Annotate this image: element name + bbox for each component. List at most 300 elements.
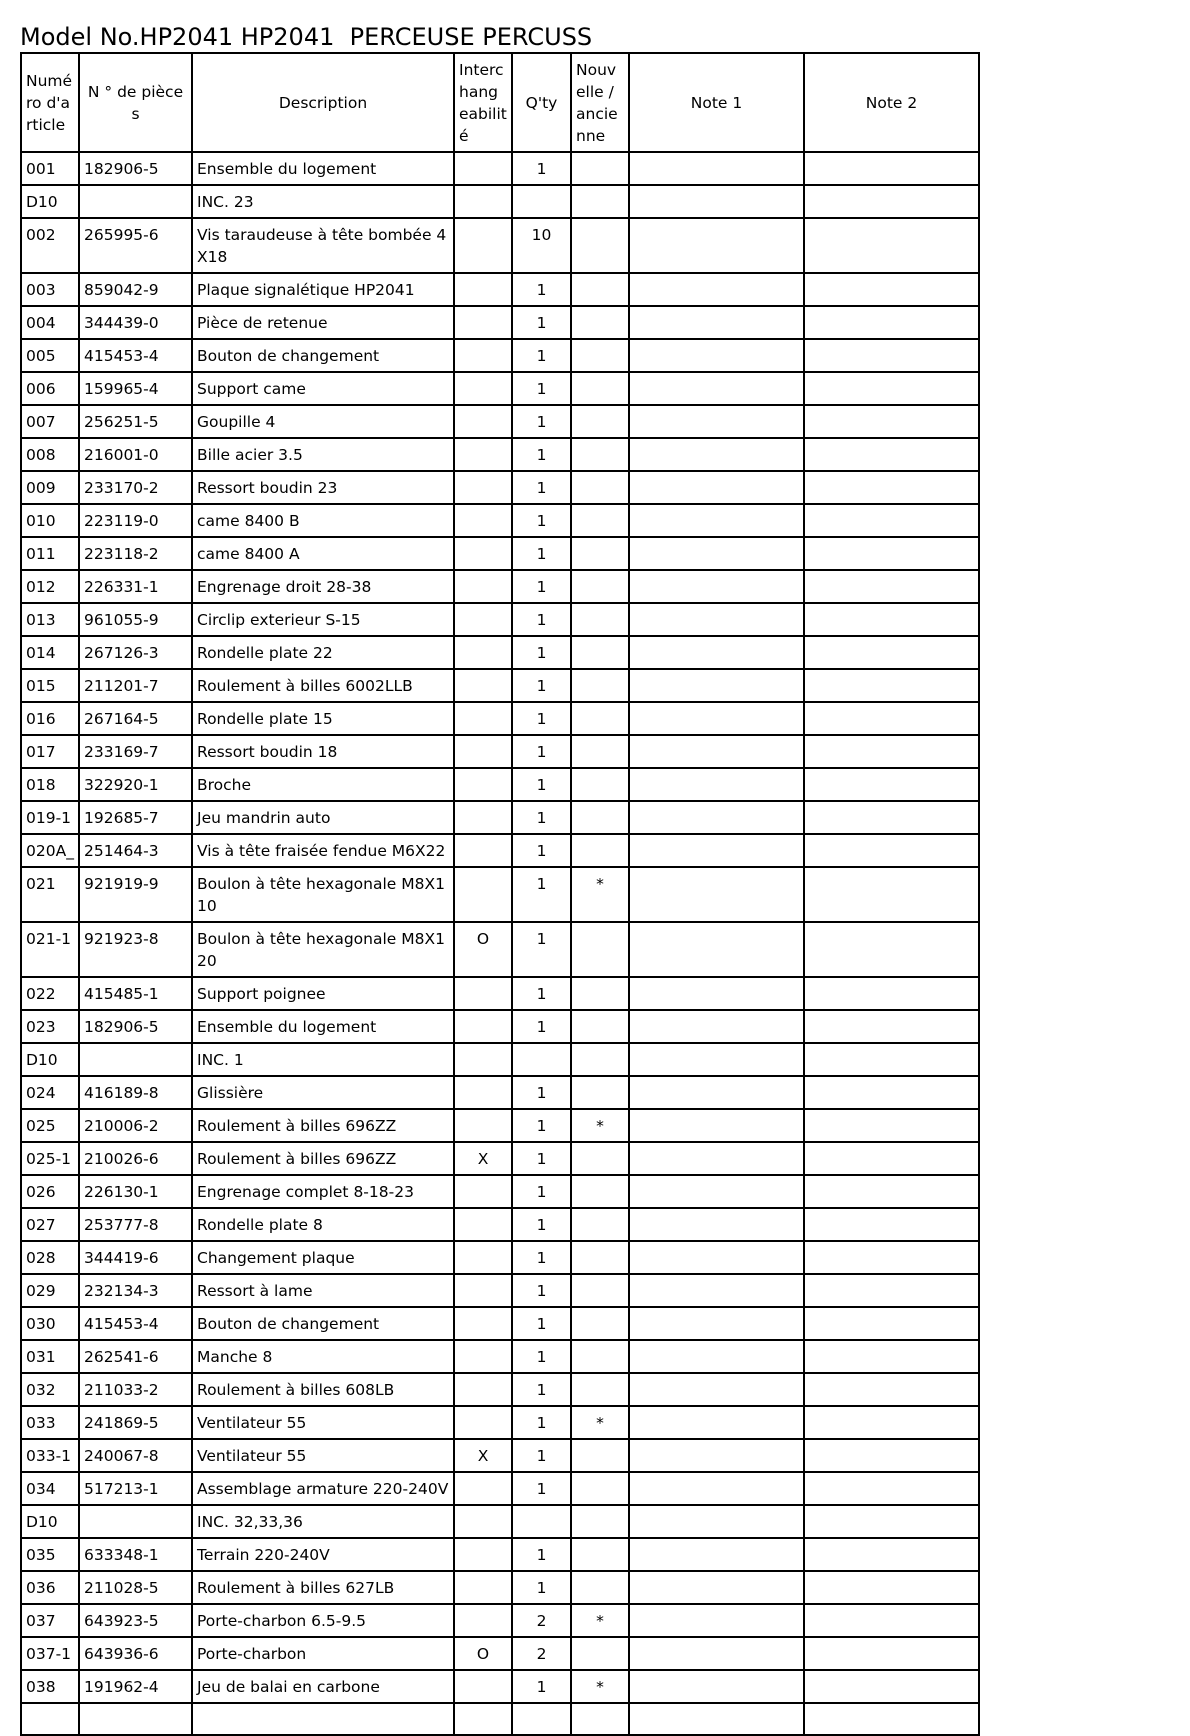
cell-quantity: 1 — [512, 1373, 571, 1406]
cell-quantity: 1 — [512, 1472, 571, 1505]
cell-new-old — [571, 1274, 629, 1307]
cell-quantity: 1 — [512, 1340, 571, 1373]
cell-part-number — [79, 1703, 192, 1735]
cell-note-1 — [629, 504, 804, 537]
cell-description: Pièce de retenue — [192, 306, 454, 339]
cell-description: Porte-charbon 6.5-9.5 — [192, 1604, 454, 1637]
cell-item-number: 021-1 — [21, 922, 79, 977]
cell-interchangeability — [454, 1472, 512, 1505]
cell-interchangeability — [454, 306, 512, 339]
cell-note-1 — [629, 1010, 804, 1043]
cell-note-2 — [804, 669, 979, 702]
table-row — [21, 1010, 979, 1043]
cell-interchangeability — [454, 977, 512, 1010]
cell-part-number: 233169-7 — [79, 735, 192, 768]
cell-quantity: 1 — [512, 1076, 571, 1109]
cell-item-number: 033-1 — [21, 1439, 79, 1472]
table-row — [21, 1208, 979, 1241]
cell-item-number: 029 — [21, 1274, 79, 1307]
cell-note-2 — [804, 977, 979, 1010]
cell-quantity: 1 — [512, 471, 571, 504]
cell-part-number: 415453-4 — [79, 339, 192, 372]
cell-part-number: 961055-9 — [79, 603, 192, 636]
table-row — [21, 152, 979, 185]
cell-item-number: 037-1 — [21, 1637, 79, 1670]
cell-note-2 — [804, 922, 979, 977]
cell-quantity — [512, 1505, 571, 1538]
cell-item-number: 005 — [21, 339, 79, 372]
cell-part-number: 211201-7 — [79, 669, 192, 702]
cell-item-number: 003 — [21, 273, 79, 306]
cell-new-old — [571, 218, 629, 273]
cell-new-old — [571, 922, 629, 977]
cell-description: Broche — [192, 768, 454, 801]
table-row — [21, 801, 979, 834]
cell-note-2 — [804, 1472, 979, 1505]
cell-quantity — [512, 1043, 571, 1076]
table-row — [21, 1274, 979, 1307]
cell-quantity: 1 — [512, 1274, 571, 1307]
table-row — [21, 1076, 979, 1109]
cell-item-number: 013 — [21, 603, 79, 636]
table-row — [21, 306, 979, 339]
cell-item-number: 025 — [21, 1109, 79, 1142]
cell-part-number: 159965-4 — [79, 372, 192, 405]
cell-description: Rondelle plate 22 — [192, 636, 454, 669]
cell-description: came 8400 A — [192, 537, 454, 570]
cell-note-1 — [629, 1406, 804, 1439]
table-row — [21, 218, 979, 273]
cell-part-number: 223118-2 — [79, 537, 192, 570]
cell-part-number: 210026-6 — [79, 1142, 192, 1175]
cell-quantity: 1 — [512, 1208, 571, 1241]
cell-quantity: 1 — [512, 1538, 571, 1571]
cell-quantity: 1 — [512, 339, 571, 372]
table-body — [21, 152, 979, 1735]
cell-description: INC. 1 — [192, 1043, 454, 1076]
header-new-old: Nouvelle / ancienne — [571, 53, 629, 152]
cell-part-number: 226331-1 — [79, 570, 192, 603]
cell-description: Ventilateur 55 — [192, 1406, 454, 1439]
parts-table — [20, 52, 980, 1736]
cell-item-number: 026 — [21, 1175, 79, 1208]
table-row — [21, 1340, 979, 1373]
table-row — [21, 735, 979, 768]
cell-description: Support came — [192, 372, 454, 405]
table-row — [21, 977, 979, 1010]
cell-part-number: 182906-5 — [79, 152, 192, 185]
cell-note-1 — [629, 1241, 804, 1274]
cell-part-number — [79, 1043, 192, 1076]
cell-note-1 — [629, 977, 804, 1010]
cell-note-1 — [629, 1472, 804, 1505]
table-row — [21, 669, 979, 702]
cell-item-number: 001 — [21, 152, 79, 185]
cell-item-number: 010 — [21, 504, 79, 537]
table-row — [21, 1142, 979, 1175]
cell-part-number: 251464-3 — [79, 834, 192, 867]
cell-new-old — [571, 1043, 629, 1076]
cell-description: Ressort boudin 18 — [192, 735, 454, 768]
cell-item-number: D10 — [21, 1043, 79, 1076]
cell-interchangeability: X — [454, 1439, 512, 1472]
cell-note-2 — [804, 185, 979, 218]
cell-interchangeability — [454, 1109, 512, 1142]
header-description: Description — [192, 53, 454, 152]
cell-note-2 — [804, 603, 979, 636]
cell-item-number: 036 — [21, 1571, 79, 1604]
cell-interchangeability — [454, 1307, 512, 1340]
cell-quantity: 1 — [512, 636, 571, 669]
cell-quantity: 1 — [512, 372, 571, 405]
cell-part-number: 216001-0 — [79, 438, 192, 471]
cell-description: Ressort boudin 23 — [192, 471, 454, 504]
cell-note-2 — [804, 471, 979, 504]
cell-quantity: 1 — [512, 867, 571, 922]
cell-interchangeability — [454, 1406, 512, 1439]
cell-note-2 — [804, 1241, 979, 1274]
header-note-2: Note 2 — [804, 53, 979, 152]
cell-interchangeability — [454, 1010, 512, 1043]
cell-new-old — [571, 504, 629, 537]
cell-note-1 — [629, 1670, 804, 1703]
cell-description: Assemblage armature 220-240V — [192, 1472, 454, 1505]
cell-part-number: 182906-5 — [79, 1010, 192, 1043]
cell-item-number: 033 — [21, 1406, 79, 1439]
cell-quantity: 1 — [512, 1109, 571, 1142]
cell-new-old — [571, 339, 629, 372]
cell-new-old: * — [571, 1406, 629, 1439]
cell-note-1 — [629, 801, 804, 834]
cell-item-number: 009 — [21, 471, 79, 504]
cell-interchangeability — [454, 372, 512, 405]
cell-description: Rondelle plate 8 — [192, 1208, 454, 1241]
cell-interchangeability — [454, 185, 512, 218]
cell-interchangeability — [454, 1175, 512, 1208]
cell-quantity: 1 — [512, 570, 571, 603]
cell-note-2 — [804, 306, 979, 339]
cell-item-number: 023 — [21, 1010, 79, 1043]
cell-quantity: 1 — [512, 537, 571, 570]
table-row — [21, 1439, 979, 1472]
cell-note-1 — [629, 372, 804, 405]
table-row — [21, 1571, 979, 1604]
cell-note-2 — [804, 1340, 979, 1373]
cell-description: Boulon à tête hexagonale M8X110 — [192, 867, 454, 922]
cell-interchangeability: X — [454, 1142, 512, 1175]
cell-note-1 — [629, 1175, 804, 1208]
cell-note-2 — [804, 1307, 979, 1340]
cell-part-number: 192685-7 — [79, 801, 192, 834]
cell-quantity: 1 — [512, 603, 571, 636]
table-row — [21, 1472, 979, 1505]
cell-part-number: 859042-9 — [79, 273, 192, 306]
cell-description: Goupille 4 — [192, 405, 454, 438]
document-title: Model No.HP2041 HP2041 PERCEUSE PERCUSS — [20, 23, 593, 51]
cell-note-1 — [629, 438, 804, 471]
cell-new-old — [571, 1340, 629, 1373]
cell-interchangeability — [454, 471, 512, 504]
cell-part-number: 265995-6 — [79, 218, 192, 273]
cell-note-2 — [804, 405, 979, 438]
cell-new-old — [571, 768, 629, 801]
cell-note-1 — [629, 669, 804, 702]
cell-part-number: 262541-6 — [79, 1340, 192, 1373]
cell-interchangeability — [454, 801, 512, 834]
cell-interchangeability: O — [454, 1637, 512, 1670]
cell-new-old — [571, 570, 629, 603]
cell-part-number: 253777-8 — [79, 1208, 192, 1241]
cell-item-number: 035 — [21, 1538, 79, 1571]
table-row — [21, 1043, 979, 1076]
cell-description: Circlip exterieur S-15 — [192, 603, 454, 636]
cell-item-number: 030 — [21, 1307, 79, 1340]
cell-part-number: 633348-1 — [79, 1538, 192, 1571]
cell-part-number: 921923-8 — [79, 922, 192, 977]
cell-note-1 — [629, 834, 804, 867]
cell-description: Ventilateur 55 — [192, 1439, 454, 1472]
cell-part-number: 191962-4 — [79, 1670, 192, 1703]
cell-quantity: 1 — [512, 702, 571, 735]
cell-note-2 — [804, 768, 979, 801]
cell-interchangeability — [454, 603, 512, 636]
cell-item-number — [21, 1703, 79, 1735]
cell-quantity: 1 — [512, 1175, 571, 1208]
cell-new-old — [571, 977, 629, 1010]
cell-new-old — [571, 1175, 629, 1208]
cell-description: Support poignee — [192, 977, 454, 1010]
cell-description: Ensemble du logement — [192, 1010, 454, 1043]
cell-note-1 — [629, 218, 804, 273]
cell-note-2 — [804, 1208, 979, 1241]
cell-quantity: 1 — [512, 768, 571, 801]
cell-part-number: 643936-6 — [79, 1637, 192, 1670]
cell-new-old — [571, 405, 629, 438]
cell-description: Porte-charbon — [192, 1637, 454, 1670]
cell-note-2 — [804, 1142, 979, 1175]
cell-note-2 — [804, 1175, 979, 1208]
cell-note-1 — [629, 306, 804, 339]
cell-description: Manche 8 — [192, 1340, 454, 1373]
cell-note-1 — [629, 1208, 804, 1241]
cell-new-old — [571, 1142, 629, 1175]
cell-item-number: 027 — [21, 1208, 79, 1241]
cell-part-number: 256251-5 — [79, 405, 192, 438]
cell-item-number: 011 — [21, 537, 79, 570]
cell-new-old — [571, 1307, 629, 1340]
cell-quantity: 2 — [512, 1604, 571, 1637]
table-row — [21, 339, 979, 372]
cell-item-number: 020A_ — [21, 834, 79, 867]
cell-quantity: 1 — [512, 504, 571, 537]
cell-new-old — [571, 471, 629, 504]
cell-interchangeability — [454, 405, 512, 438]
cell-note-2 — [804, 152, 979, 185]
cell-interchangeability — [454, 570, 512, 603]
cell-description: Changement plaque — [192, 1241, 454, 1274]
cell-part-number: 232134-3 — [79, 1274, 192, 1307]
cell-quantity: 1 — [512, 735, 571, 768]
table-row — [21, 1505, 979, 1538]
header-interchangeability: Interchangeabilité — [454, 53, 512, 152]
cell-item-number: 038 — [21, 1670, 79, 1703]
cell-note-1 — [629, 1637, 804, 1670]
header-part-number: N ° de pièces — [79, 53, 192, 152]
cell-new-old: * — [571, 867, 629, 922]
cell-item-number: 032 — [21, 1373, 79, 1406]
cell-new-old — [571, 1241, 629, 1274]
table-row — [21, 273, 979, 306]
table-row — [21, 1703, 979, 1735]
cell-description: Bouton de changement — [192, 339, 454, 372]
cell-new-old — [571, 537, 629, 570]
cell-interchangeability — [454, 218, 512, 273]
table-row — [21, 603, 979, 636]
cell-note-1 — [629, 768, 804, 801]
cell-new-old — [571, 834, 629, 867]
table-row — [21, 1637, 979, 1670]
cell-note-2 — [804, 570, 979, 603]
cell-new-old: * — [571, 1670, 629, 1703]
cell-note-2 — [804, 1043, 979, 1076]
cell-note-2 — [804, 1373, 979, 1406]
cell-quantity — [512, 185, 571, 218]
cell-note-2 — [804, 1571, 979, 1604]
table-row — [21, 1406, 979, 1439]
cell-item-number: 021 — [21, 867, 79, 922]
cell-quantity: 1 — [512, 1010, 571, 1043]
cell-note-1 — [629, 537, 804, 570]
cell-item-number: 024 — [21, 1076, 79, 1109]
cell-interchangeability — [454, 1538, 512, 1571]
cell-note-2 — [804, 339, 979, 372]
cell-new-old — [571, 801, 629, 834]
cell-new-old — [571, 372, 629, 405]
cell-description: INC. 23 — [192, 185, 454, 218]
cell-quantity: 1 — [512, 1142, 571, 1175]
cell-item-number: 031 — [21, 1340, 79, 1373]
cell-note-2 — [804, 273, 979, 306]
cell-description: Roulement à billes 696ZZ — [192, 1109, 454, 1142]
cell-interchangeability — [454, 867, 512, 922]
table-row — [21, 922, 979, 977]
cell-part-number: 211033-2 — [79, 1373, 192, 1406]
cell-note-1 — [629, 1043, 804, 1076]
table-row — [21, 867, 979, 922]
cell-part-number: 223119-0 — [79, 504, 192, 537]
cell-description: Ensemble du logement — [192, 152, 454, 185]
table-row — [21, 1538, 979, 1571]
cell-part-number: 241869-5 — [79, 1406, 192, 1439]
cell-item-number: 006 — [21, 372, 79, 405]
cell-new-old — [571, 1010, 629, 1043]
cell-quantity: 2 — [512, 1637, 571, 1670]
cell-note-2 — [804, 1406, 979, 1439]
cell-note-1 — [629, 603, 804, 636]
cell-part-number: 344439-0 — [79, 306, 192, 339]
cell-note-1 — [629, 570, 804, 603]
cell-quantity: 1 — [512, 1571, 571, 1604]
cell-new-old — [571, 1703, 629, 1735]
cell-interchangeability — [454, 1241, 512, 1274]
cell-description: Plaque signalétique HP2041 — [192, 273, 454, 306]
cell-item-number: 016 — [21, 702, 79, 735]
cell-part-number: 517213-1 — [79, 1472, 192, 1505]
cell-part-number: 921919-9 — [79, 867, 192, 922]
cell-item-number: 034 — [21, 1472, 79, 1505]
cell-part-number — [79, 1505, 192, 1538]
cell-item-number: 019-1 — [21, 801, 79, 834]
cell-interchangeability — [454, 1340, 512, 1373]
cell-description: Jeu mandrin auto — [192, 801, 454, 834]
table-row — [21, 471, 979, 504]
cell-description: Engrenage droit 28-38 — [192, 570, 454, 603]
cell-description: Boulon à tête hexagonale M8X120 — [192, 922, 454, 977]
cell-new-old — [571, 1637, 629, 1670]
cell-interchangeability — [454, 1043, 512, 1076]
cell-description — [192, 1703, 454, 1735]
cell-note-1 — [629, 405, 804, 438]
cell-quantity: 1 — [512, 977, 571, 1010]
cell-interchangeability — [454, 669, 512, 702]
cell-description: Roulement à billes 696ZZ — [192, 1142, 454, 1175]
cell-item-number: 017 — [21, 735, 79, 768]
cell-interchangeability — [454, 1208, 512, 1241]
cell-description: Vis à tête fraisée fendue M6X22 — [192, 834, 454, 867]
cell-description: Bouton de changement — [192, 1307, 454, 1340]
table-row — [21, 185, 979, 218]
cell-interchangeability — [454, 702, 512, 735]
cell-new-old — [571, 735, 629, 768]
cell-new-old — [571, 702, 629, 735]
cell-part-number: 322920-1 — [79, 768, 192, 801]
cell-quantity: 1 — [512, 1670, 571, 1703]
table-row — [21, 405, 979, 438]
cell-description: Engrenage complet 8-18-23 — [192, 1175, 454, 1208]
cell-description: Jeu de balai en carbone — [192, 1670, 454, 1703]
cell-note-2 — [804, 504, 979, 537]
cell-new-old — [571, 273, 629, 306]
cell-description: Rondelle plate 15 — [192, 702, 454, 735]
cell-note-2 — [804, 1637, 979, 1670]
cell-note-2 — [804, 702, 979, 735]
cell-new-old — [571, 1076, 629, 1109]
cell-item-number: 008 — [21, 438, 79, 471]
cell-note-2 — [804, 801, 979, 834]
cell-part-number: 415485-1 — [79, 977, 192, 1010]
cell-note-2 — [804, 834, 979, 867]
cell-description: Terrain 220-240V — [192, 1538, 454, 1571]
cell-interchangeability — [454, 1505, 512, 1538]
cell-new-old — [571, 603, 629, 636]
cell-quantity: 1 — [512, 405, 571, 438]
table-row — [21, 1670, 979, 1703]
cell-note-2 — [804, 735, 979, 768]
header-note-1: Note 1 — [629, 53, 804, 152]
table-row — [21, 1109, 979, 1142]
table-header-row — [21, 53, 979, 152]
cell-interchangeability — [454, 834, 512, 867]
cell-new-old — [571, 1538, 629, 1571]
table-row — [21, 702, 979, 735]
cell-interchangeability — [454, 273, 512, 306]
cell-interchangeability — [454, 1373, 512, 1406]
cell-quantity: 1 — [512, 1439, 571, 1472]
cell-new-old — [571, 636, 629, 669]
cell-note-1 — [629, 152, 804, 185]
cell-note-2 — [804, 1604, 979, 1637]
cell-note-2 — [804, 636, 979, 669]
